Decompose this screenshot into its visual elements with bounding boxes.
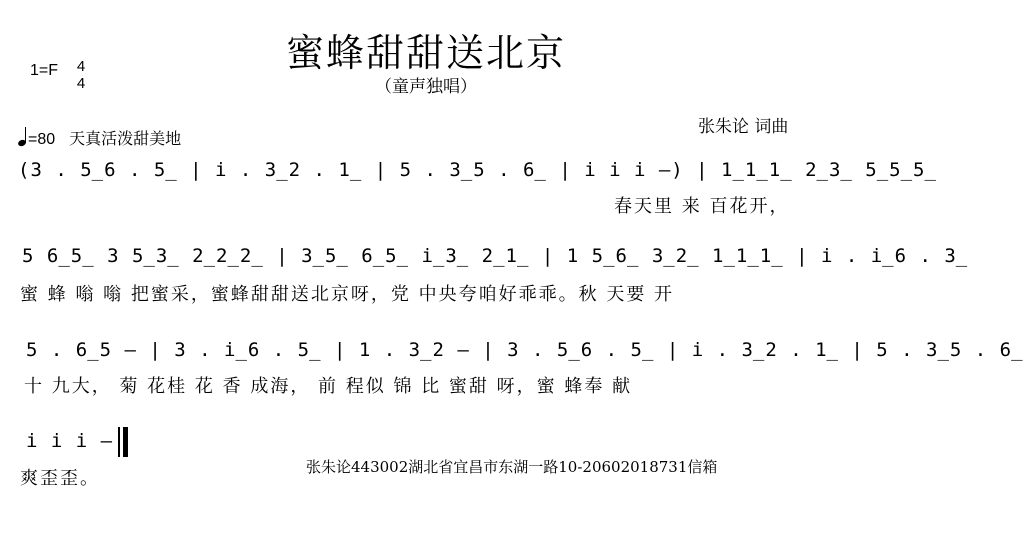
song-subtitle: （童声独唱） [375,77,477,97]
tempo-value: =80 [28,131,56,148]
lyrics-line-4: 爽歪歪。 [20,468,100,489]
final-barline [118,427,130,457]
lyrics-line-3: 十 九大， 菊 花桂 花 香 成海， 前 程似 锦 比 蜜甜 呀，蜜 蜂奉 献 [24,376,633,397]
quarter-note-icon [18,128,28,146]
lyrics-line-2: 蜜 蜂 嗡 嗡 把蜜采，蜜蜂甜甜送北京呀，党 中央夸咱好乖乖。秋 天要 开 [20,284,675,305]
lyrics-line-1: 春天里 来 百花开， [614,196,790,217]
expression-text: 天真活泼甜美地 [69,131,182,148]
notation-line-1: (3 . 5̲6 . 5̲ | i . 3̲2 . 1̲ | 5 . 3̲5 . 6̲ | i i i –) | 1̲1̲1̲ 2̲3̲ 5̲5̲5̲ [18,159,937,181]
notation-line-4: i i i – [26,430,114,452]
notation-line-3: 5 . 6̲5 – | 3 . i̲6 . 5̲ | 1 . 3̲2 – | 3 . 5̲6 . 5̲ | i . 3̲2 . 1̲ | 5 . 3̲5 . 6̲ [26,339,1024,361]
time-signature-bottom: 4 [76,75,86,92]
mailing-address: 张朱论443002湖北省宜昌市东湖一路10-20602018731信箱 [306,458,718,476]
tempo-marking [18,126,181,149]
key-signature: 1=F [30,62,59,79]
song-title: 蜜蜂甜甜送北京 [285,31,566,75]
time-signature-top: 4 [76,58,86,75]
notation-line-2: 5 6̲5̲ 3 5̲3̲ 2̲2̲2̲ | 3̲5̲ 6̲5̲ i̲3̲ 2̲1̲ | 1 5̲6̲ 3̲2̲ 1̲1̲1̲ | i . i̲6 . 3̲ [22,245,969,267]
composer-credit: 张朱论 词曲 [698,117,789,137]
time-signature [74,58,88,92]
